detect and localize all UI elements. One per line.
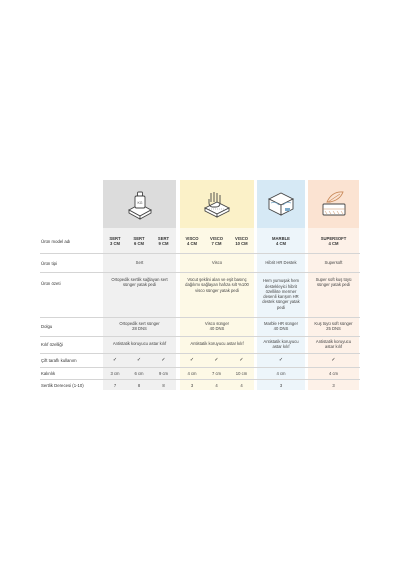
model-name: VISCO [234,235,249,241]
kalinlik-visco4: 4 cm [187,370,197,376]
kilif-visco: Antistatik koruyucu astar kılıf [190,341,244,347]
marble-header [257,180,305,228]
check-icon: ✓ [214,356,219,363]
kilif-marble: Antistatik koruyucu astar kılıf [263,338,299,349]
row-label-kalinlik: Kalınlık [41,371,56,376]
model-supersoft [308,233,359,249]
ozet-sert: Ortopedik sertlik sağlayan sert sünger yatak pedi [111,276,168,287]
kilif-supersoft: Antistatik koruyucu astar kılıf [315,338,352,349]
model-visco4 [180,233,204,249]
mattress-weight-icon [125,188,155,220]
kalinlik-sert6: 6 cm [134,370,144,376]
sertlik-visco10: 4 [240,382,243,388]
model-name: VISCO [209,235,224,241]
model-thickness: 3 CM [109,241,120,246]
ozet-supersoft: Super soft kuş tüyü sünger yatak pedi [315,276,352,287]
row-label-ozet: Ürün özeti [41,281,61,286]
row-divider [40,317,360,318]
row-divider [40,353,360,354]
check-icon: ✓ [239,356,244,363]
model-visco10 [229,233,254,249]
sertlik-supersoft: 3 [332,382,335,388]
kalinlik-sert9: 9 cm [158,370,169,376]
kalinlik-supersoft: 4 cm [328,370,339,376]
memory-foam-hand-icon [200,188,234,220]
row-divider [40,336,360,337]
model-thickness: 4 CM [275,241,286,246]
model-sert3 [103,233,127,249]
mattress-layer-icon [266,189,296,219]
row-divider [40,379,360,380]
tip-sert: Sert [135,260,144,266]
visco-header [180,180,254,228]
sertlik-sert3: 7 [113,382,117,388]
model-name: SERT [109,235,121,241]
kilif-sert: Antistatik koruyucu astar kılıf [112,341,167,347]
check-icon: ✓ [161,356,166,363]
model-thickness: 4 CM [328,241,339,246]
model-thickness: 10 CM [235,241,248,246]
model-name: VISCO [185,235,199,241]
sertlik-visco4: 3 [190,382,194,388]
model-name: SERT [157,235,170,241]
row-label-tip: Ürün tipi [41,261,58,266]
sertlik-sert6: 8 [137,382,141,388]
tip-marble: Hibrit HR Destek [265,260,297,266]
svg-text:KG: KG [136,201,143,205]
kalinlik-visco7: 7 cm [211,370,222,376]
ozet-visco: Vücut şeklini alan ve eşit basınç dağılımı sağlayan hafıza sılt %100 visco sünger yatak pedi [185,277,249,293]
dolgu-supersoft: Kuş tüyü soft sünger 25 DNS [314,320,353,331]
dolgu-marble: Marble HR sünger 40 DNS [264,320,298,331]
check-icon: ✓ [189,356,195,363]
model-marble [257,233,305,249]
check-icon: ✓ [112,356,118,363]
row-divider [40,253,360,254]
check-icon: ✓ [278,356,284,363]
kalinlik-marble: 4 cm [276,370,286,376]
model-thickness: 7 CM [211,241,222,246]
supersoft-header [308,180,359,228]
row-label-cift: Çift taraflı kullanım [41,358,77,363]
tip-visco: Visco [211,260,223,266]
feather-pad-icon [318,188,350,220]
check-icon: ✓ [136,356,142,363]
sertlik-visco7: 4 [215,382,218,388]
dolgu-sert: Ortopedik sert sünger 28 DNS [119,320,160,331]
row-divider [40,272,360,273]
model-name: SERT [133,235,145,241]
sertlik-marble: 3 [279,382,283,388]
check-icon: ✓ [331,356,336,363]
model-thickness: 9 CM [158,241,169,246]
row-label-model: Ürün model adı [41,239,71,244]
row-label-sertlik: Sertlik Derecesi (1-10) [41,383,84,388]
row-label-dolgu: Dolgu [41,324,53,329]
kalinlik-visco10: 10 cm [235,370,248,376]
model-sert6 [127,233,151,249]
model-thickness: 4 CM [186,241,197,246]
sertlik-sert9: 8 [162,382,165,388]
row-divider [40,367,360,368]
tip-supersoft: Supersoft [324,260,343,266]
model-thickness: 6 CM [133,241,144,246]
dolgu-visco: Visco sünger 40 DNS [204,320,230,331]
model-visco7 [204,233,229,249]
row-label-kilif: Kılıf özelliği [41,342,63,347]
model-sert9 [151,233,176,249]
ozet-marble: Hem yumuşak hem destekleyici hibrit özellikte mermer desenli karışım HR destek sünger yatak pedi [262,278,300,310]
model-name: SUPERSOFT [320,235,347,241]
model-name: MARBLE [272,235,290,241]
sert-header [103,180,176,228]
kalinlik-sert3: 3 cm [110,370,120,376]
